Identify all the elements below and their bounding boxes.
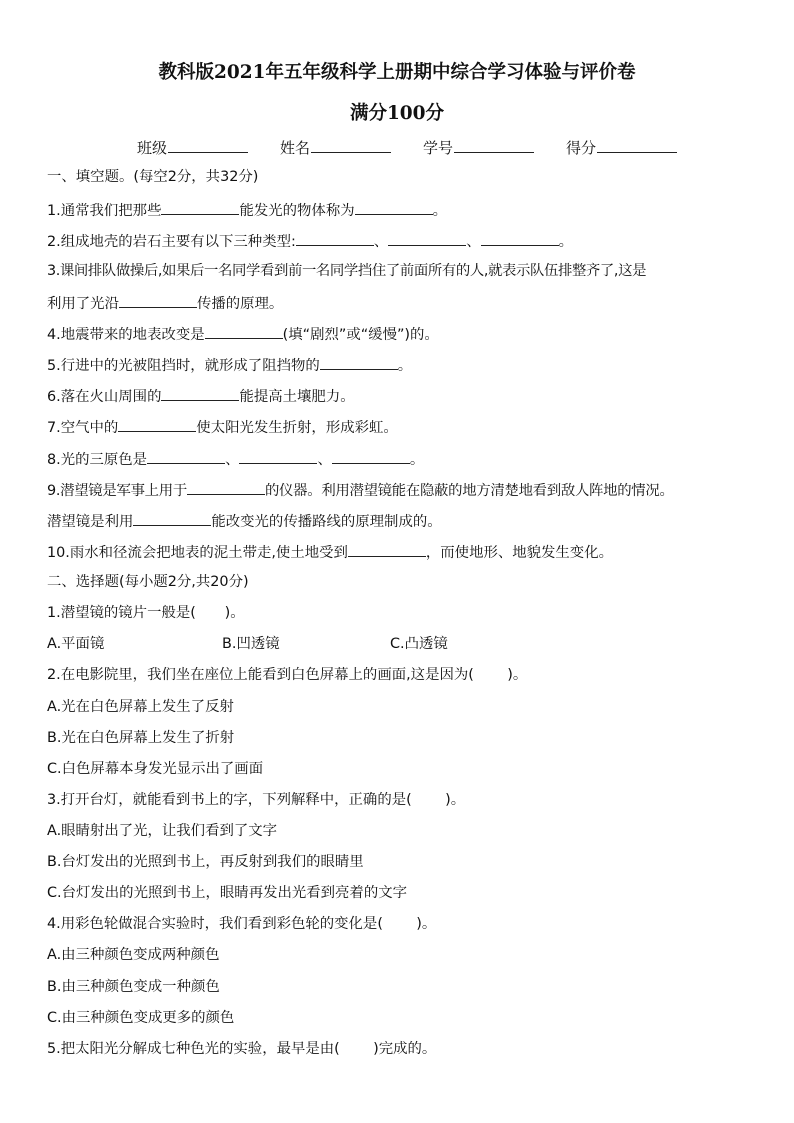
option-c[interactable]: C.凸透镜: [390, 636, 448, 652]
q3-text-a: 利用了光沿: [47, 296, 119, 312]
exam-subtitle: 满分100分: [349, 103, 445, 124]
answer-blank[interactable]: [481, 230, 559, 246]
q8-sep: 、: [317, 452, 332, 468]
q9-text-d: 能改变光的传播路线的原理制成的。: [211, 514, 442, 530]
q2-sep: 、: [466, 234, 481, 250]
answer-blank[interactable]: [296, 230, 374, 246]
q4-text-a: 4.地震带来的地表改变是: [47, 327, 205, 343]
name-field: [280, 137, 391, 158]
option-c[interactable]: C.由三种颜色变成更多的颜色: [47, 1010, 235, 1026]
q2-text-a: 2.组成地壳的岩石主要有以下三种类型:: [47, 234, 296, 250]
q1-text-b: 能发光的物体称为: [239, 203, 355, 219]
q1-text-a: 1.通常我们把那些: [47, 203, 162, 219]
fill-question-10: [47, 541, 613, 563]
fill-question-4: [47, 323, 439, 345]
option-b[interactable]: B.凹透镜: [222, 636, 280, 652]
answer-blank[interactable]: [119, 292, 197, 308]
answer-blank[interactable]: [355, 199, 433, 215]
score-label: 得分: [566, 139, 597, 157]
class-label: 班级: [137, 139, 168, 157]
score-field: [566, 137, 677, 158]
fill-question-6: [47, 385, 355, 407]
exam-title: 教科版2021年五年级科学上册期中综合学习体验与评价卷: [158, 62, 636, 83]
fill-question-1: [47, 199, 447, 221]
answer-blank[interactable]: [161, 385, 239, 401]
answer-blank[interactable]: [161, 199, 239, 215]
answer-blank[interactable]: [348, 541, 426, 557]
answer-blank[interactable]: [388, 230, 466, 246]
answer-blank[interactable]: [205, 323, 283, 339]
name-label: 姓名: [280, 139, 311, 157]
section2-heading: 二、选择题(每小题2分,共20分): [47, 574, 249, 590]
answer-blank[interactable]: [320, 354, 398, 370]
q5-text-a: 5.行进中的光被阻挡时，就形成了阻挡物的: [47, 358, 320, 374]
q8-sep: 、: [225, 452, 240, 468]
option-b[interactable]: B.光在白色屏幕上发生了折射: [47, 730, 235, 746]
q7-text-a: 7.空气中的: [47, 420, 119, 436]
choice-question-1-stem: 1.潜望镜的镜片一般是( )。: [47, 605, 245, 621]
class-blank[interactable]: [168, 138, 248, 153]
name-blank[interactable]: [311, 138, 391, 153]
student-id-blank[interactable]: [454, 138, 534, 153]
fill-question-9-line2: [47, 510, 442, 532]
answer-blank[interactable]: [239, 448, 317, 464]
option-b[interactable]: B.台灯发出的光照到书上，再反射到我们的眼睛里: [47, 854, 364, 870]
answer-blank[interactable]: [332, 448, 410, 464]
q8-text-a: 8.光的三原色是: [47, 452, 148, 468]
section1-heading: 一、填空题。(每空2分，共32分): [47, 169, 259, 185]
choice-question-4-stem: 4.用彩色轮做混合实验时，我们看到彩色轮的变化是( )。: [47, 916, 437, 932]
q2-text-c: 。: [558, 234, 574, 250]
choice-question-2-stem: 2.在电影院里，我们坐在座位上能看到白色屏幕上的画面,这是因为( )。: [47, 667, 528, 683]
q7-text-b: 使太阳光发生折射，形成彩虹。: [196, 420, 398, 436]
q3-text-b: 传播的原理。: [196, 296, 284, 312]
option-a[interactable]: A.平面镜: [47, 636, 105, 652]
option-a[interactable]: A.眼睛射出了光，让我们看到了文字: [47, 823, 278, 839]
answer-blank[interactable]: [147, 448, 225, 464]
answer-blank[interactable]: [187, 479, 265, 495]
score-blank[interactable]: [597, 138, 677, 153]
fill-question-8: [47, 448, 424, 470]
q6-text-a: 6.落在火山周围的: [47, 389, 162, 405]
q8-text-b: 。: [409, 452, 425, 468]
answer-blank[interactable]: [133, 510, 211, 526]
q9-text-a: 9.潜望镜是军事上用于: [47, 483, 187, 499]
q5-text-b: 。: [397, 358, 413, 374]
fill-question-7: [47, 416, 398, 438]
choice-question-1-options: [47, 634, 448, 654]
class-field: [137, 137, 248, 158]
option-c[interactable]: C.台灯发出的光照到书上，眼睛再发出光看到亮着的文字: [47, 885, 407, 901]
q4-text-b: (填“剧烈”或“缓慢”)的。: [282, 327, 439, 343]
fill-question-9-line1: [47, 479, 674, 501]
fill-question-3-line2: [47, 292, 283, 314]
student-info-row: [137, 137, 709, 158]
q10-text-b: ，而使地形、地貌发生变化。: [425, 545, 613, 561]
answer-blank[interactable]: [118, 416, 196, 432]
q9-text-c: 潜望镜是利用: [47, 514, 134, 530]
q2-sep: 、: [373, 234, 389, 250]
fill-question-3-line1: 3.课间排队做操后,如果后一名同学看到前一名同学挡住了前面所有的人,就表示队伍排整齐了,这是: [47, 263, 647, 279]
fill-question-5: [47, 354, 412, 376]
q6-text-b: 能提高土壤肥力。: [239, 389, 355, 405]
fill-question-2: [47, 230, 573, 252]
choice-question-3-stem: 3.打开台灯，就能看到书上的字，下列解释中，正确的是( )。: [47, 792, 466, 808]
q1-text-c: 。: [432, 203, 448, 219]
option-c[interactable]: C.白色屏幕本身发光显示出了画面: [47, 761, 264, 777]
option-a[interactable]: A.由三种颜色变成两种颜色: [47, 947, 220, 963]
option-a[interactable]: A.光在白色屏幕上发生了反射: [47, 699, 234, 715]
q10-text-a: 10.雨水和径流会把地表的泥土带走,使土地受到: [47, 545, 348, 561]
option-b[interactable]: B.由三种颜色变成一种颜色: [47, 979, 220, 995]
q9-text-b: 的仪器。利用潜望镜能在隐蔽的地方清楚地看到敌人阵地的情况。: [264, 483, 674, 499]
student-id-label: 学号: [423, 139, 454, 157]
choice-question-5-stem: 5.把太阳光分解成七种色光的实验，最早是由( )完成的。: [47, 1041, 437, 1057]
student-id-field: [423, 137, 534, 158]
